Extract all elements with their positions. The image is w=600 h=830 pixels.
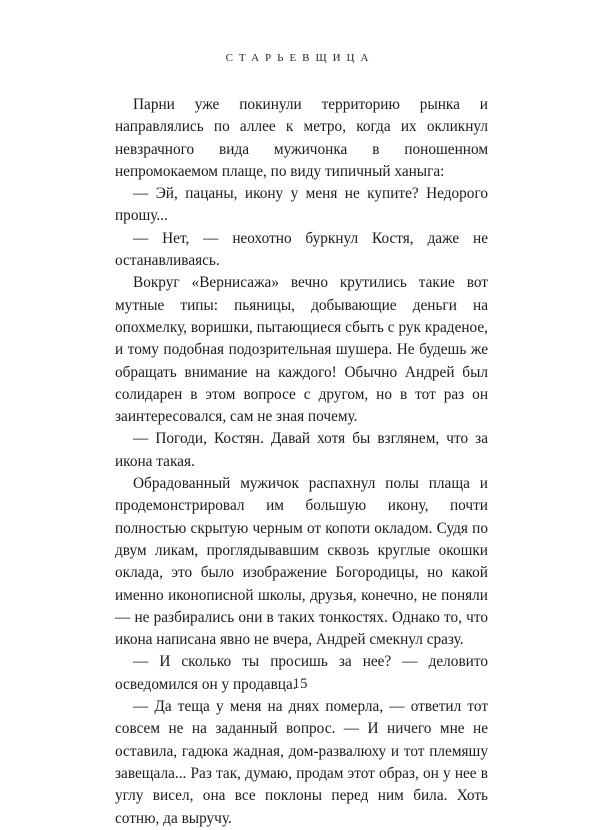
paragraph: — Эй, пацаны, икону у меня не купите? Недорого прошу... [115, 185, 488, 225]
paragraph: — И сколько ты просишь за нее? — деловито осведомился он у продавца. [115, 653, 488, 693]
paragraph: Обрадованный мужичок распахнул полы плаща и продемонстрировал им большую икону, почти полностью скрытую черным от копоти окладом. Судя по двум ликам, проглядывавшим сквозь круглые окошки оклада, это было изображение Богородицы, но какой именно иконописной школы, друзья, конечно, не поняли — не разбирались они в таких тонкостях. Однако то, что икона написана явно не вчера, Андрей смекнул сразу. [115, 475, 488, 649]
running-head: СТАРЬЕВЩИЦА [225, 52, 375, 64]
body-text [115, 94, 488, 830]
paragraph: — Нет, — неохотно буркнул Костя, даже не останавливаясь. [115, 229, 488, 270]
paragraph: — Да теща у меня на днях померла, — ответил тот совсем не на заданный вопрос. — И ничего мне не оставила, гадюка жадная, дом-развалюху и тот племяшу завещала... Раз так, думаю, продам этот образ, он у нее в углу висел, она все поклоны перед ним била. Хоть сотню, да выручу. [115, 698, 488, 827]
page-number: 15 [292, 676, 308, 692]
paragraph: — Погоди, Костян. Давай хотя бы взглянем, что за икона такая. [115, 430, 488, 470]
paragraph: Парни уже покинули территорию рынка и направлялись по аллее к метро, когда их окликнул невзрачного вида мужичонка в поношенном непромокаемом плаще, по виду типичный ханыга: [115, 96, 488, 180]
paragraph: Вокруг «Вернисажа» вечно крутились такие вот мутные типы: пьяницы, добывающие деньги на опохмелку, воришки, пытающиеся сбыть с рук краденое, и тому подобная подозрительная шушера. Не будешь же обращать внимание на каждого! Обычно Андрей был солидарен в этом вопросе с другом, но в тот раз он заинтересовался, сам не зная почему. [115, 274, 488, 426]
